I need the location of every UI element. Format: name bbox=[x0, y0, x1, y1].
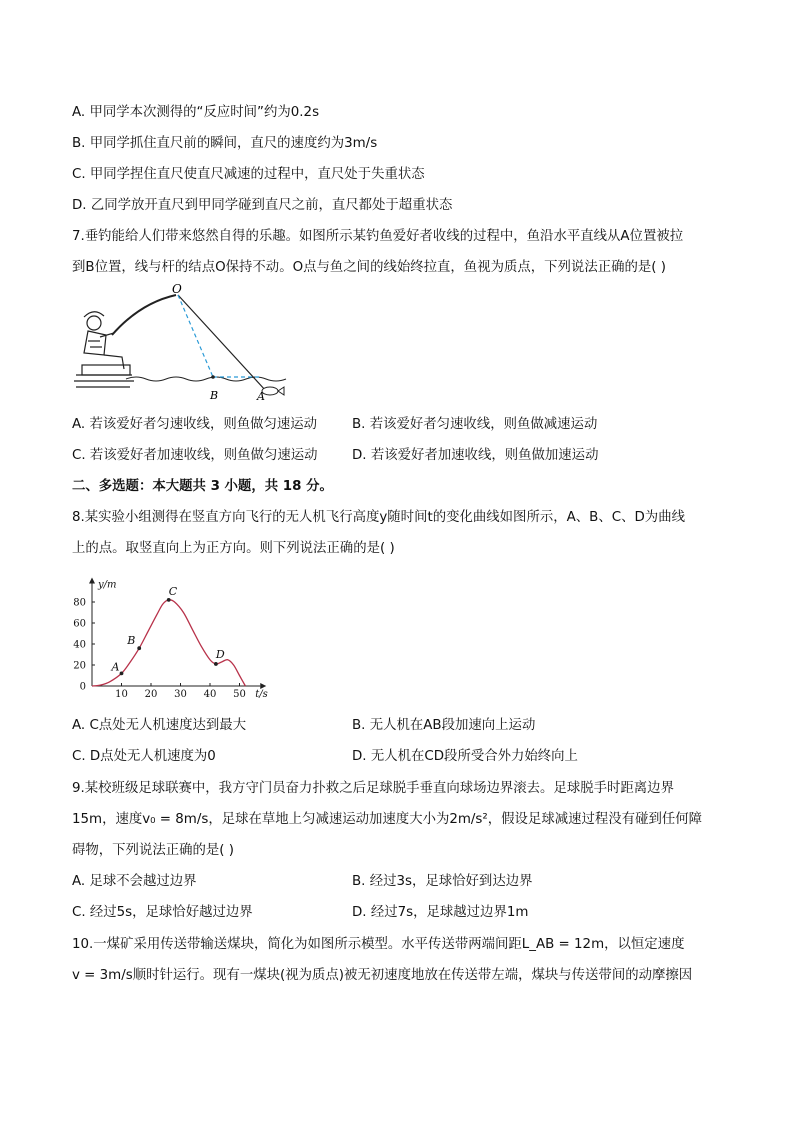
point-label-c: C bbox=[168, 584, 178, 598]
x-tick-label: 40 bbox=[203, 689, 217, 700]
q8-option-b: B. 无人机在AB段加速向上运动 bbox=[352, 718, 536, 733]
q7-stem-line2: 到B位置，线与杆的结点O保持不动。O点与鱼之间的线始终拉直，鱼视为质点，下列说法正确的是( ) bbox=[72, 260, 666, 275]
point-c bbox=[167, 598, 171, 602]
q7-option-b: B. 若该爱好者匀速收线，则鱼做减速运动 bbox=[352, 417, 598, 432]
q8-option-d: D. 无人机在CD段所受合外力始终向上 bbox=[352, 749, 578, 764]
y-tick-label: 80 bbox=[73, 597, 86, 609]
point-label-a: A bbox=[111, 660, 120, 674]
point-a bbox=[120, 672, 124, 676]
q6-option-a: A. 甲同学本次测得的“反应时间”约为0.2s bbox=[72, 105, 320, 120]
q7-stem-line1: 7.垂钓能给人们带来悠然自得的乐趣。如图所示某钓鱼爱好者收线的过程中，鱼沿水平直线从A位置被拉 bbox=[72, 229, 684, 244]
y-axis-label: y/m bbox=[98, 579, 117, 591]
q8-option-a: A. C点处无人机速度达到最大 bbox=[72, 718, 247, 733]
x-tick-label: 50 bbox=[233, 689, 246, 700]
q10-stem-line2: v = 3m/s顺时针运行。现有一煤块(视为质点)被无初速度地放在传送带左端，煤块与传送带间的动摩擦因 bbox=[72, 968, 693, 983]
y-axis-arrow bbox=[89, 578, 95, 584]
point-label-b: B bbox=[127, 634, 136, 648]
point-label-a: A bbox=[257, 390, 265, 403]
y-tick-label: 60 bbox=[73, 618, 86, 630]
fish-icon bbox=[262, 387, 284, 395]
point-label-o: O bbox=[172, 283, 182, 296]
q8-option-c: C. D点处无人机速度为0 bbox=[72, 749, 216, 764]
q9-stem-line3: 碍物，下列说法正确的是( ) bbox=[72, 843, 235, 858]
fishing-figure bbox=[70, 283, 300, 403]
q8-stem-line1: 8.某实验小组测得在竖直方向飞行的无人机飞行高度y随时间t的变化曲线如图所示，A、B、C、D为曲线 bbox=[72, 510, 685, 525]
point-b bbox=[137, 646, 141, 650]
q7-option-a: A. 若该爱好者匀速收线，则鱼做匀速运动 bbox=[72, 417, 318, 432]
fishing-rod bbox=[112, 295, 176, 335]
y-tick-label: 40 bbox=[73, 639, 86, 651]
q7-option-d: D. 若该爱好者加速收线，则鱼做加速运动 bbox=[352, 448, 599, 463]
q9-option-a: A. 足球不会越过边界 bbox=[72, 874, 197, 889]
q6-option-c: C. 甲同学捏住直尺使直尺减速的过程中，直尺处于失重状态 bbox=[72, 167, 425, 182]
x-tick-label: 30 bbox=[174, 689, 187, 700]
q9-stem-line1: 9.某校班级足球联赛中，我方守门员奋力扑救之后足球脱手垂直向球场边界滚去。足球脱手时距离边界 bbox=[72, 781, 674, 796]
q9-option-b: B. 经过3s，足球恰好到达边界 bbox=[352, 874, 533, 889]
q9-stem-line2: 15m，速度v₀ = 8m/s，足球在草地上匀减速运动加速度大小为2m/s²，假设足球减速过程没有碰到任何障 bbox=[72, 812, 703, 827]
point-d bbox=[214, 662, 218, 666]
point-label-b: B bbox=[210, 389, 219, 402]
point-label-d: D bbox=[215, 647, 225, 661]
water-surface bbox=[126, 377, 286, 381]
q9-option-d: D. 经过7s，足球越过边界1m bbox=[352, 905, 529, 920]
drone-height-chart bbox=[72, 572, 272, 702]
x-tick-label: 20 bbox=[144, 689, 158, 700]
q10-stem-line1: 10.一煤矿采用传送带输送煤块，简化为如图所示模型。水平传送带两端间距L_AB = 12m，以恒定速度 bbox=[72, 937, 685, 952]
y-tick-label: 0 bbox=[79, 681, 86, 693]
x-axis-label: t/s bbox=[255, 689, 268, 700]
dashed-line-o-to-b bbox=[178, 295, 213, 377]
section-heading-multi-choice: 二、多选题：本大题共 3 小题，共 18 分。 bbox=[72, 479, 333, 494]
q6-option-b: B. 甲同学抓住直尺前的瞬间，直尺的速度约为3m/s bbox=[72, 136, 378, 151]
q8-stem-line2: 上的点。取竖直向上为正方向。则下列说法正确的是( ) bbox=[72, 541, 395, 556]
q9-option-c: C. 经过5s，足球恰好越过边界 bbox=[72, 905, 253, 920]
q7-option-c: C. 若该爱好者加速收线，则鱼做匀速运动 bbox=[72, 448, 318, 463]
q6-option-d: D. 乙同学放开直尺到甲同学碰到直尺之前，直尺都处于超重状态 bbox=[72, 198, 453, 213]
y-tick-label: 20 bbox=[73, 660, 86, 672]
x-tick-label: 10 bbox=[115, 689, 128, 700]
